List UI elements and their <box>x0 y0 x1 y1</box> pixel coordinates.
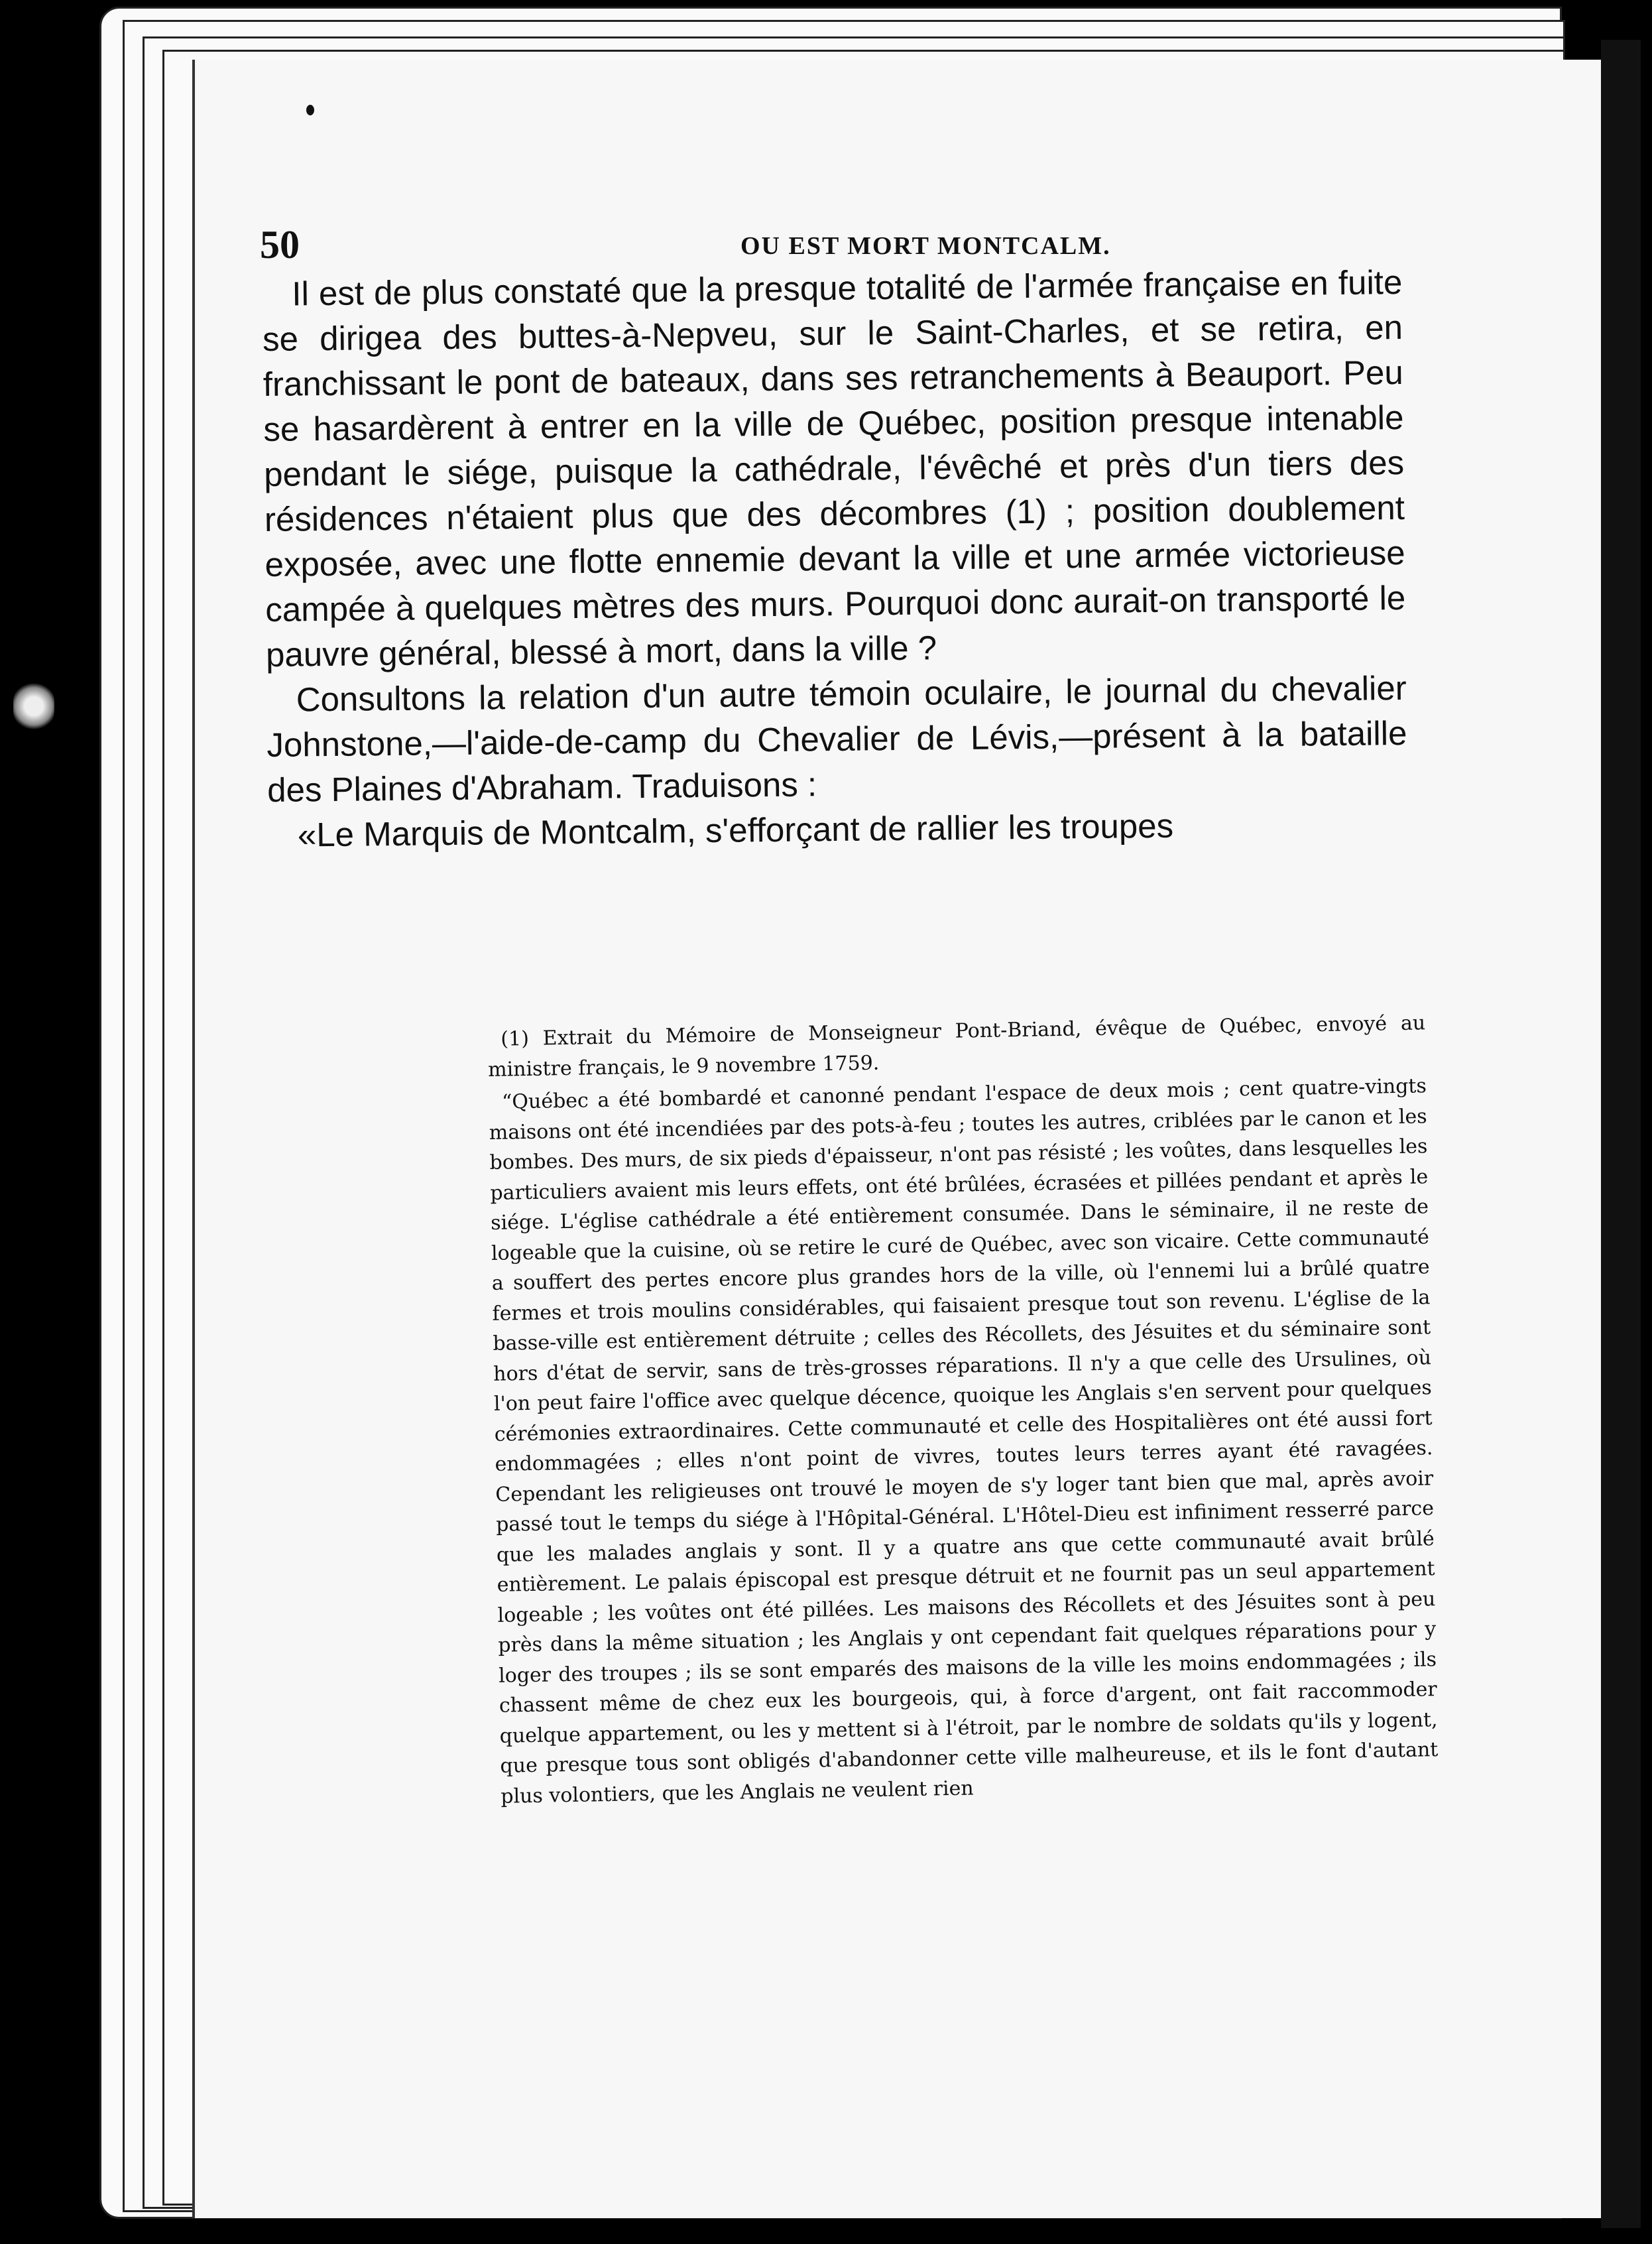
footnote-quote: “Québec a été bombardé et canonné pendant l'espace de deux mois ; cent quatre-vingts maisons ont été incendiées par des pots-à-feu ; toutes les autres, criblées par le canon et les bombes. Des murs, de six pieds d'épaisseur, n'ont pas résisté ; les voûtes, dans lesquelles les particuliers avaient mis leurs effets, ont été brûlées, écrasées et pillées pendant et après le siége. L'église cathédrale a été entièrement consumée. Dans le séminaire, il ne reste de logeable que la cuisine, où se retire le curé de Québec, avec son vicaire. Cette communauté a souffert des pertes encore plus grandes hors de la ville, où l'ennemi lui a brûlé quatre fermes et trois moulins considérables, qui faisaient presque tout son revenu. L'église de la basse-ville est entièrement détruite ; celles des Récollets, des Jésuites et du séminaire sont hors d'état de servir, sans de très-grosses réparations. Il n'y a que celle des Ursulines, où l'on peut faire l'office avec quelque décence, quoique les Anglais s'en servent pour quelques cérémonies extraordinaires. Cette communauté et celle des Hospitalières ont été aussi fort endommagées ; elles n'ont point de vivres, toutes leurs terres ayant été ravagées. Cependant les religieuses ont trouvé le moyen de s'y loger tant bien que mal, après avoir passé tout le temps du siége à l'Hôpital-Général. L'Hôtel-Dieu est infiniment resserré parce que les malades anglais y sont. Il y a quatre ans que cette communauté avait brûlé entièrement. Le palais épiscopal est presque détruit et ne fournit pas un seul appartement logeable ; les voûtes ont été pillées. Les maisons des Récollets et des Jésuites sont à peu près dans la même situation ; les Anglais y ont cependant fait quelques réparations pour y loger des troupes ; ils se sont emparés des maisons de la ville les moins endommagées ; ils chassent même de chez eux les bourgeois, qui, à force d'argent, ont fait raccommoder quelque appartement, ou les y mettent si à l'étroit, par le nombre de soldats qu'ils y logent, que presque tous sont obligés d'abandonner cette ville malheureuse, et ils le font d'autant plus volontiers, que les Anglais ne veulent rien <box>489 1074 1439 1808</box>
paragraph: «Le Marquis de Montcalm, s'efforçant de rallier les troupes <box>297 806 1174 854</box>
scan-smudge <box>13 683 54 729</box>
footnote <box>487 1008 1439 1812</box>
ink-speck <box>306 105 314 115</box>
running-title: OU EST MORT MONTCALM. <box>740 232 1111 260</box>
paragraph: Consultons la relation d'un autre témoin oculaire, le journal du chevalier Johnstone,—l'aide-de-camp du Chevalier de Lévis,—présent à la bataille des Plaines d'Abraham. Traduisons : <box>266 668 1407 809</box>
main-text <box>262 260 1408 858</box>
paragraph: Il est de plus constaté que la presque totalité de l'armée française en fuite se dirigea des buttes-à-Nepveu, sur le Saint-Charles, et se retira, en franchissant le pont de bateaux, dans ses retranchements à Beauport. Peu se hasardèrent à entrer en la ville de Québec, position presque intenable pendant le siége, puisque la cathédrale, l'évêché et près d'un tiers des résidences n'étaient plus que des décombres (1) ; position doublement exposée, avec une flotte ennemie devant la ville et une armée victorieuse campée à quelques mètres des murs. Pourquoi donc aurait-on transporté le pauvre général, blessé à mort, dans la ville ? <box>262 263 1406 674</box>
page-number: 50 <box>260 223 300 267</box>
book-gutter <box>1601 40 1641 2228</box>
footnote-heading: (1) Extrait du Mémoire de Monseigneur Pont-Briand, évêque de Québec, envoyé au ministre français, le 9 novembre 1759. <box>487 1011 1426 1082</box>
